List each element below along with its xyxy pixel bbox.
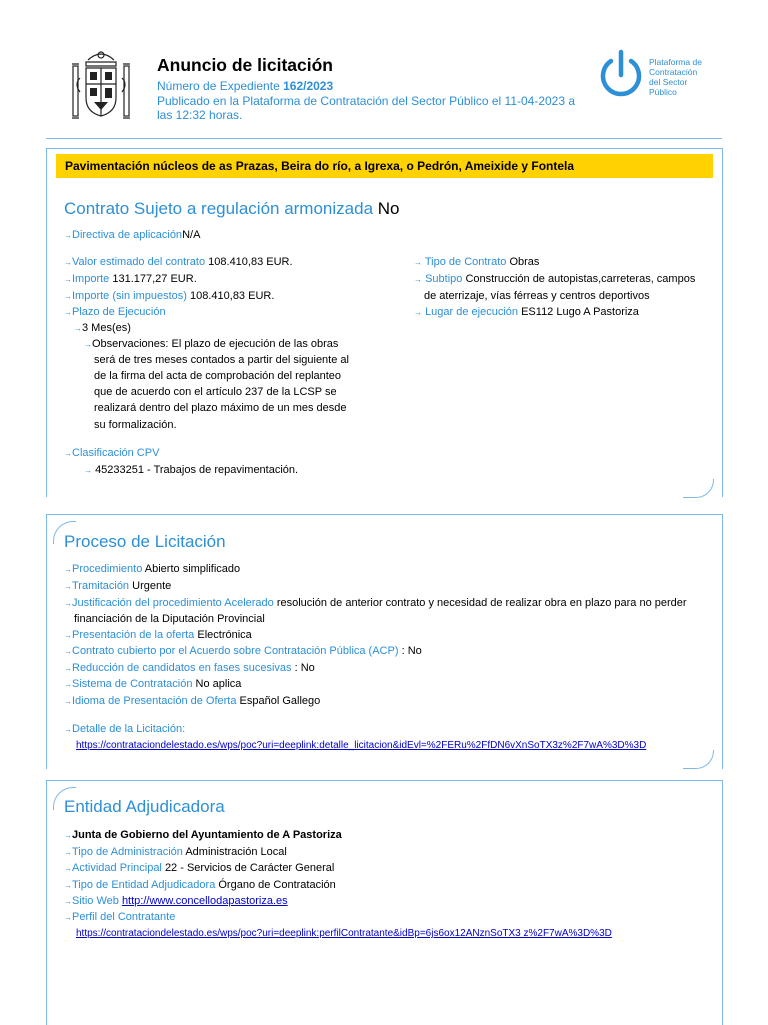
tramitacion-value: Urgente [132, 580, 172, 592]
arrow-icon: → [64, 582, 72, 591]
observaciones-line: su formalización. [94, 419, 177, 431]
actividad-row [64, 861, 334, 876]
procedimiento-row [64, 562, 240, 577]
importe-label: Importe [72, 273, 110, 285]
contract-section-title [64, 199, 400, 219]
tipo-entidad-value: Órgano de Contratación [218, 879, 336, 891]
arrow-icon: → [64, 725, 72, 734]
acp-row [64, 644, 422, 659]
presentacion-value: Electrónica [197, 629, 252, 641]
expediente-line [157, 79, 333, 93]
importe-sin-label: Importe (sin impuestos) [72, 290, 187, 302]
tipo-entidad-row [64, 878, 336, 893]
platform-logo-text [649, 57, 702, 97]
importe-sin-row [64, 289, 274, 304]
arrow-icon: → [64, 680, 72, 689]
importe-sin-value: 108.410,83 EUR. [190, 290, 275, 302]
idioma-row [64, 694, 320, 709]
reduccion-value: : No [294, 662, 315, 674]
arrow-icon: → [64, 292, 72, 301]
cpv-value-row [84, 463, 298, 478]
perfil-contratante-link[interactable]: https://contrataciondelestado.es/wps/poc?uri=deeplink:perfilContratante&idBp=6js6ox12ANznSoTX3 z%2F7wA%3D%3D [76, 928, 612, 939]
plazo-value: 3 Mes(es) [82, 322, 131, 334]
corner-decoration [683, 479, 714, 498]
valor-value: 108.410,83 EUR. [208, 256, 293, 268]
tipo-label: Tipo de Contrato [424, 256, 507, 268]
arrow-icon: → [64, 913, 72, 922]
valor-label: Valor estimado del contrato [72, 256, 206, 268]
arrow-icon: → [64, 831, 72, 840]
sistema-label: Sistema de Contratación [72, 678, 193, 690]
arrow-icon: → [64, 864, 72, 873]
perfil-label: Perfil del Contratante [72, 911, 176, 923]
directiva-value: N/A [182, 229, 201, 241]
cpv-label: Clasificación CPV [72, 447, 160, 459]
arrow-icon: → [64, 647, 72, 656]
lugar-row [414, 305, 639, 320]
procedimiento-label: Procedimiento [72, 563, 143, 575]
justificacion-value-continued: financiación de la Diputación Provincial [74, 613, 265, 625]
sistema-value: No aplica [195, 678, 242, 690]
directiva-row [64, 228, 200, 243]
arrow-icon: → [414, 275, 422, 284]
header-divider [46, 138, 722, 139]
plazo-row [64, 305, 166, 320]
published-line-1: Publicado en la Plataforma de Contratación del Sector Público el 11-04-2023 a [157, 94, 576, 108]
logo-text-line: Contratación [649, 67, 698, 77]
page-title: Anuncio de licitación [157, 55, 333, 75]
subtipo-value-continued: de aterrizaje, vías férreas y centros deportivos [424, 290, 650, 302]
corner-decoration [683, 750, 714, 769]
arrow-icon: → [64, 599, 72, 608]
tipo-admin-label: Tipo de Administración [72, 846, 183, 858]
expediente-label: Número de Expediente [157, 79, 280, 93]
contract-title-label: Contrato Sujeto a regulación armonizada [64, 199, 374, 218]
detalle-row [64, 722, 185, 737]
arrow-icon: → [64, 631, 72, 640]
arrow-icon: → [64, 697, 72, 706]
sitio-web-row [64, 894, 288, 909]
reduccion-row [64, 661, 315, 676]
lugar-label: Lugar de ejecución [425, 306, 519, 318]
arrow-icon: → [414, 308, 422, 317]
process-section-title: Proceso de Licitación [64, 532, 226, 551]
coat-of-arms-icon [70, 48, 132, 124]
observaciones-line: que de acuerdo con el artículo 237 de la LCSP se [94, 386, 337, 398]
acp-value: : No [401, 645, 422, 657]
detalle-licitacion-link[interactable]: https://contrataciondelestado.es/wps/poc?uri=deeplink:detalle_licitacion&idEvl=%2FERu%2FfDN6vXnSoTX3z%2F7wA%3D%3D [76, 740, 647, 751]
cpv-value: 45233251 - Trabajos de repavimentación. [95, 464, 299, 476]
logo-text-line: del Sector [649, 77, 688, 87]
arrow-icon: → [64, 231, 72, 240]
arrow-icon: → [64, 848, 72, 857]
importe-value: 131.177,27 EUR. [112, 273, 197, 285]
expediente-number: 162/2023 [283, 79, 334, 93]
observaciones-line: realizará dentro del plazo máximo de un mes desde [94, 402, 347, 414]
sitio-web-link[interactable]: http://www.concellodapastoriza.es [121, 895, 288, 907]
arrow-icon: → [84, 340, 92, 349]
sistema-row [64, 677, 241, 692]
entity-name: Junta de Gobierno del Ayuntamiento de A Pastoriza [72, 829, 342, 841]
observaciones-row [84, 337, 338, 352]
arrow-icon: → [64, 897, 72, 906]
detalle-label: Detalle de la Licitación: [72, 723, 186, 735]
arrow-icon: → [64, 664, 72, 673]
power-logo-icon [597, 49, 645, 101]
arrow-icon: → [64, 881, 72, 890]
subtipo-row [414, 272, 695, 287]
observaciones-line: será de tres meses contados a partir del siguiente al [94, 354, 349, 366]
subtipo-label: Subtipo [425, 273, 463, 285]
directiva-label: Directiva de aplicación [72, 229, 183, 241]
sitio-web-label: Sitio Web [72, 895, 119, 907]
actividad-label: Actividad Principal [72, 862, 162, 874]
document-header [0, 0, 768, 140]
arrow-icon: → [64, 565, 72, 574]
tramitacion-label: Tramitación [72, 580, 130, 592]
tipo-row [414, 255, 539, 270]
cpv-row [64, 446, 159, 461]
acp-label: Contrato cubierto por el Acuerdo sobre Contratación Pública (ACP) [72, 645, 399, 657]
plazo-label: Plazo de Ejecución [72, 306, 166, 318]
justificacion-label: Justificación del procedimiento Acelerado [72, 597, 274, 609]
tipo-entidad-label: Tipo de Entidad Adjudicadora [72, 879, 216, 891]
arrow-icon: → [84, 466, 92, 475]
arrow-icon: → [414, 258, 422, 267]
contract-title-value: No [377, 199, 400, 218]
lugar-value: ES112 Lugo A Pastoriza [521, 306, 639, 318]
idioma-label: Idioma de Presentación de Oferta [72, 695, 237, 707]
idioma-value: Español Gallego [239, 695, 321, 707]
logo-text-line: Plataforma de [649, 57, 702, 67]
arrow-icon: → [64, 258, 72, 267]
justificacion-row [64, 596, 687, 611]
arrow-icon: → [64, 275, 72, 284]
published-line-2: las 12:32 horas. [157, 108, 243, 122]
actividad-value: 22 - Servicios de Carácter General [164, 862, 335, 874]
observaciones-line: Observaciones: El plazo de ejecución de las obras [92, 338, 339, 350]
presentacion-label: Presentación de la oferta [72, 629, 195, 641]
subtipo-value: Construcción de autopistas,carreteras, campos [465, 273, 696, 285]
plazo-value-row [74, 321, 131, 336]
contract-title-banner: Pavimentación núcleos de as Prazas, Beira do río, a Igrexa, o Pedrón, Ameixide y Fontela [56, 154, 713, 178]
perfil-row [64, 910, 175, 925]
tramitacion-row [64, 579, 171, 594]
detalle-link-row [76, 739, 646, 753]
logo-text-line: Público [649, 87, 677, 97]
arrow-icon: → [64, 449, 72, 458]
entity-section-title: Entidad Adjudicadora [64, 797, 225, 816]
perfil-link-row [76, 927, 612, 941]
tipo-admin-row [64, 845, 287, 860]
tipo-value: Obras [509, 256, 540, 268]
tipo-admin-value: Administración Local [185, 846, 287, 858]
presentacion-row [64, 628, 252, 643]
arrow-icon: → [74, 324, 82, 333]
entity-name-row [64, 828, 342, 843]
valor-row [64, 255, 293, 270]
reduccion-label: Reducción de candidatos en fases sucesivas [72, 662, 292, 674]
procedimiento-value: Abierto simplificado [144, 563, 241, 575]
importe-row [64, 272, 197, 287]
observaciones-line: de la firma del acta de comprobación del replanteo [94, 370, 342, 382]
justificacion-value: resolución de anterior contrato y necesidad de realizar obra en plazo para no perder [276, 597, 687, 609]
arrow-icon: → [64, 308, 72, 317]
